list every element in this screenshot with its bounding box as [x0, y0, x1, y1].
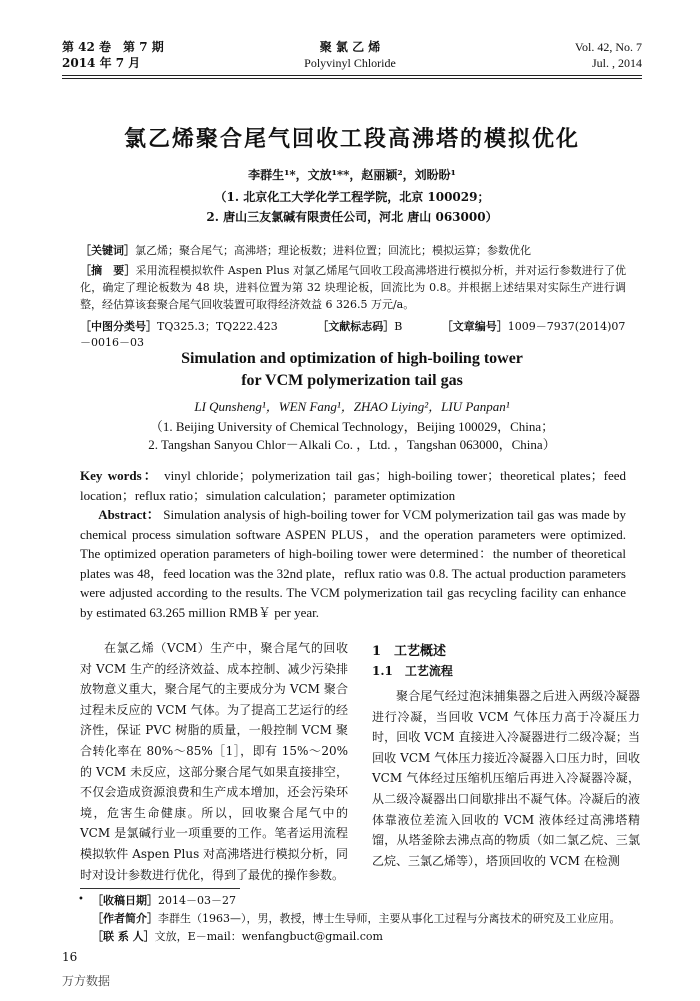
volume-issue-en: Vol. 42, No. 7	[574, 40, 642, 54]
article-no-value: 1009－7937(2014)07－0016－03	[80, 320, 626, 349]
affiliation-cn-1: （1. 北京化工大学化学工程学院，北京 100029；	[214, 190, 490, 204]
authors-en: LI Qunsheng¹，WEN Fang¹，ZHAO Liying²，LIU Panpan¹	[194, 399, 510, 414]
authors-cn: 李群生¹*，文放¹**，赵丽颖²，刘盼盼¹	[248, 168, 456, 182]
contact-text: 文放，E－mail：wenfangbuct@gmail.com	[154, 930, 383, 943]
volume-issue-cn: 第 42 卷 第 7 期	[62, 40, 164, 54]
classification-row	[80, 318, 626, 350]
body-left-column: 在氯乙烯（VCM）生产中，聚合尾气的回收对 VCM 生产的经济效益、成本控制、减少污染排放物意义重大，聚合尾气的主要成分为 VCM 聚合过程未反应的 VCM 气体。为了提高工艺运行的经济性，保证 PVC 树脂的质量，一般控制 VCM 聚合转化率在 80%～85%［1］，即有 15%～20% 的 VCM 未反应，这部分聚合尾气如果直接排空，不仅会造成资源浪费和生产成本增加，还会污染环境，危害生命健康。所以，回收聚合尾气中的 VCM 是氯碱行业一项重要的工作。笔者运用流程模拟软件 Aspen Plus 对高沸塔进行模拟分析，同时对设计参数进行优化，得到了最优的操作参数。	[80, 641, 348, 882]
abstract-en-text: Simulation analysis of high-boiling tower for VCM polymerization tail gas was made by chemical process simulation software ASPEN PLUS，and the operation parameters were optimized. The optimized operation parameters of high-boiling tower were determined：the number of theoretical plates was 48，feed location was the 32nd plate，reflux ratio was 0.8. The actual production parameters were adjusted according to the results. The VCM polymerization tail gas recycling facility can enhance by estimated 63.265 million RMB￥ per year.	[80, 507, 626, 620]
footnote-bio	[92, 911, 632, 927]
footnote-received	[92, 893, 632, 909]
contact-label: ［联 系 人］	[92, 930, 155, 943]
bullet-icon: •	[78, 894, 84, 905]
paper-title-en-1: Simulation and optimization of high-boiling tower	[181, 350, 523, 367]
keywords-cn-text: 氯乙烯；聚合尾气；高沸塔；理论板数；进料位置；回流比；模拟运算；参数优化	[135, 244, 531, 257]
keywords-cn-label: ［关键词］	[80, 244, 135, 257]
keywords-en	[80, 466, 626, 505]
affiliation-en-1: （1. Beijing University of Chemical Technology，Beijing 100029，China；	[149, 419, 555, 434]
keywords-en-label: Key words：	[80, 468, 159, 483]
date-en: Jul. , 2014	[591, 56, 642, 70]
watermark-text: 万方数据	[62, 974, 111, 988]
clc-value: TQ325.3；TQ222.423	[157, 320, 278, 333]
page-number: 16	[62, 950, 78, 964]
bio-label: ［作者简介］	[92, 912, 158, 925]
abstract-en-label: Abstract：	[98, 507, 160, 522]
date-cn: 2014 年 7 月	[62, 56, 141, 70]
abstract-cn-label: ［摘 要］	[80, 264, 136, 277]
abstract-cn	[80, 262, 626, 313]
body-right-column: 聚合尾气经过泡沫捕集器之后进入两级冷凝器进行冷凝，当回收 VCM 气体压力高于冷凝压力时，回收 VCM 直接进入冷凝器进行二级冷凝；当回收 VCM 气体压力接近冷凝器入口压力时，回收 VCM 气体经过压缩机压缩后再进入冷凝器冷凝，从二级冷凝器出口间歇排出不凝气体。冷凝后的液体靠液位差流入回收的 VCM 液体经过高沸塔精馏，从塔釜除去沸点高的物质（如二氯乙烷、三氯乙烷、三氯乙烯等），塔顶回收的 VCM 在检测	[372, 689, 640, 868]
header-rule-2	[62, 78, 642, 79]
doc-code-value: B	[394, 320, 403, 333]
affiliation-en-2: 2. Tangshan Sanyou Chlor－Alkali Co. ，Ltd. ，Tangshan 063000，China）	[148, 437, 556, 452]
doc-code-label: ［文献标志码］	[317, 320, 395, 333]
journal-title-en: Polyvinyl Chloride	[304, 56, 396, 70]
received-date: 2014－03－27	[158, 894, 236, 907]
paper-title-cn: 氯乙烯聚合尾气回收工段高沸塔的模拟优化	[123, 126, 580, 152]
keywords-en-text: vinyl chloride；polymerization tail gas；high-boiling tower；theoretical plates；feed location；reflux ratio；simulation calculation；parameter optimization	[80, 468, 626, 503]
abstract-cn-text: 采用流程模拟软件 Aspen Plus 对氯乙烯尾气回收工段高沸塔进行模拟分析，并对运行参数进行了优化，确定了理论板数为 48 块，进料位置为第 32 块理论板，回流比为 0.8。并根据上述结果对实际生产进行调整，经估算该套聚合尾气回收装置可取得经济效益 6 326.5 万元/a。	[80, 264, 626, 311]
keywords-cn	[80, 242, 626, 259]
header-rule	[62, 75, 642, 76]
bio-text: 李群生（1963—），男，教授，博士生导师，主要从事化工过程与分离技术的研究及工业应用。	[158, 912, 621, 925]
received-label: ［收稿日期］	[92, 894, 158, 907]
footnote-contact	[92, 929, 632, 945]
paper-title-en-2: for VCM polymerization tail gas	[241, 372, 463, 389]
abstract-en	[80, 505, 626, 622]
section-heading-1-1: 1.1 工艺流程	[372, 664, 453, 678]
footnote-rule	[80, 888, 240, 889]
clc-label: ［中图分类号］	[80, 320, 157, 333]
journal-title-cn: 聚 氯 乙 烯	[319, 40, 381, 54]
affiliation-cn-2: 2. 唐山三友氯碱有限责任公司，河北 唐山 063000）	[206, 210, 498, 224]
section-heading-1: 1 工艺概述	[372, 644, 447, 659]
article-no-label: ［文章编号］	[441, 320, 508, 333]
